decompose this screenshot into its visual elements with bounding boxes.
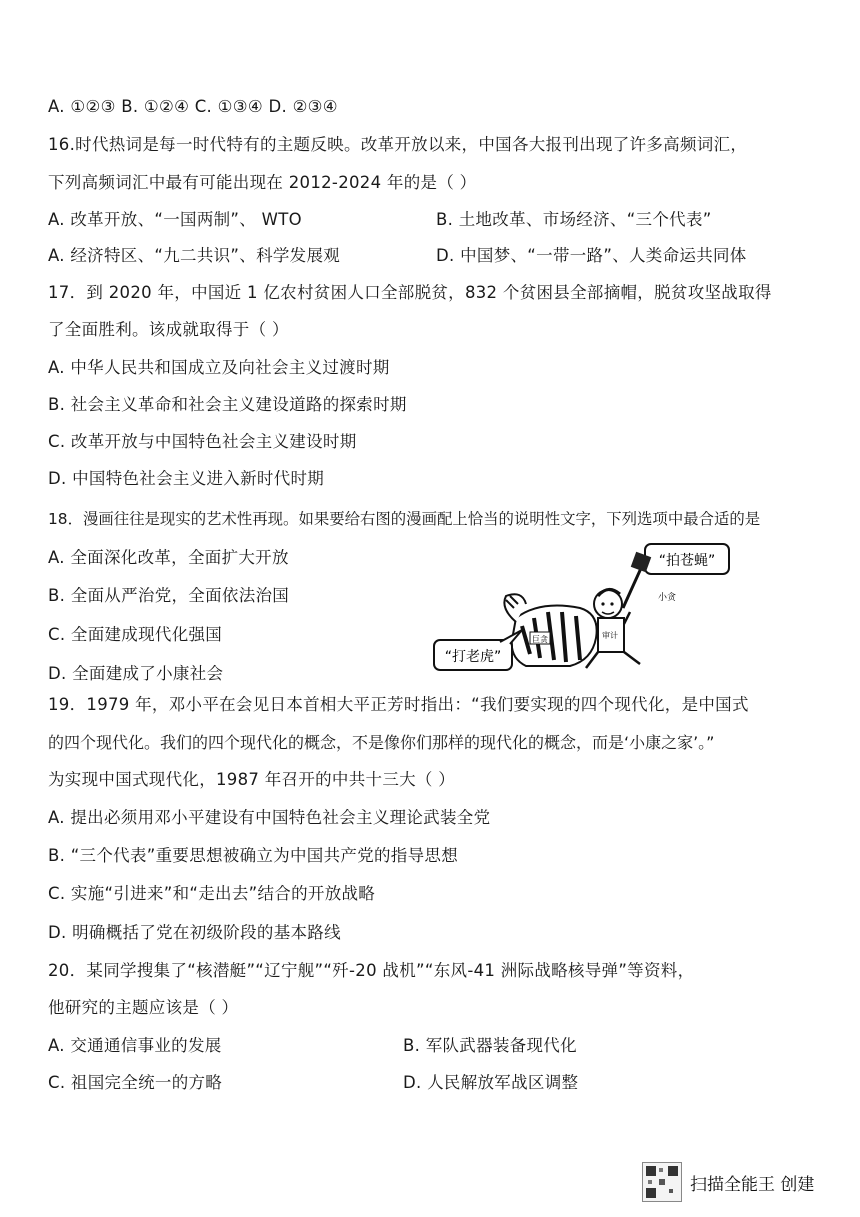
q18-option-a: A. 全面深化改革，全面扩大开放 — [48, 548, 289, 567]
q19-option-c: C. 实施“引进来”和“走出去”结合的开放战略 — [48, 884, 376, 903]
q19-option-b: B. “三个代表”重要思想被确立为中国共产党的指导思想 — [48, 846, 459, 865]
q20-option-c: C. 祖国完全统一的方略 — [48, 1073, 223, 1092]
q17-option-a: A. 中华人民共和国成立及向社会主义过渡时期 — [48, 358, 390, 377]
q18-cartoon-image — [430, 538, 740, 678]
q19-option-d: D. 明确概括了党在初级阶段的基本路线 — [48, 923, 341, 942]
q18-stem-line-1: 18．漫画往往是现实的艺术性再现。如果要给右图的漫画配上恰当的说明性文字，下列选项中最合适的是 — [48, 510, 761, 528]
q16-option-d: D. 中国梦、“一带一路”、人类命运共同体 — [436, 246, 747, 265]
q19-stem-line-3: 为实现中国式现代化，1987 年召开的中共十三大（ ） — [48, 770, 456, 789]
q16-stem-line-2: 下列高频词汇中最有可能出现在 2012-2024 年的是（ ） — [48, 173, 477, 192]
qr-code-icon — [642, 1162, 682, 1202]
scanner-watermark — [642, 1160, 842, 1202]
scanner-credit-text: 扫描全能王 创建 — [690, 1175, 815, 1195]
q20-option-b: B. 军队武器装备现代化 — [403, 1036, 577, 1055]
q20-stem-line-2: 他研究的主题应该是（ ） — [48, 998, 239, 1017]
q16-stem-line-1: 16.时代热词是每一时代特有的主题反映。改革开放以来，中国各大报刊出现了许多高频词汇， — [48, 135, 748, 154]
q16-option-c: A. 经济特区、“九二共识”、科学发展观 — [48, 246, 341, 265]
q18-option-d: D. 全面建成了小康社会 — [48, 664, 224, 683]
q18-option-b: B. 全面从严治党，全面依法治国 — [48, 586, 290, 605]
fly-bubble-text: “拍苍蝇” — [658, 553, 716, 569]
q19-option-a: A. 提出必须用邓小平建设有中国特色社会主义理论武装全党 — [48, 808, 491, 827]
q17-option-c: C. 改革开放与中国特色社会主义建设时期 — [48, 432, 357, 451]
big-corrupt-label: 巨贪 — [532, 635, 548, 644]
q17-stem-line-2: 了全面胜利。该成就取得于（ ） — [48, 320, 289, 339]
q17-stem-line-1: 17．到 2020 年，中国近 1 亿农村贫困人口全部脱贫，832 个贫困县全部摘帽，脱贫攻坚战取得 — [48, 283, 772, 302]
q20-option-d: D. 人民解放军战区调整 — [403, 1073, 579, 1092]
q16-option-a: A. 改革开放、“一国两制”、 WTO — [48, 210, 302, 229]
small-corrupt-label: 小贪 — [658, 593, 677, 603]
q15-options: A. ①②③ B. ①②④ C. ①③④ D. ②③④ — [48, 97, 338, 116]
tiger-bubble-text: “打老虎” — [444, 649, 502, 665]
q18-option-c: C. 全面建成现代化强国 — [48, 625, 223, 644]
q19-stem-line-1: 19．1979 年，邓小平在会见日本首相大平正芳时指出：“我们要实现的四个现代化，是中国式 — [48, 695, 749, 714]
q16-option-b: B. 土地改革、市场经济、“三个代表” — [436, 210, 712, 229]
q17-option-b: B. 社会主义革命和社会主义建设道路的探索时期 — [48, 395, 407, 414]
audit-label: 审计 — [602, 631, 618, 640]
q17-option-d: D. 中国特色社会主义进入新时代时期 — [48, 469, 325, 488]
q19-stem-line-2: 的四个现代化。我们的四个现代化的概念，不是像你们那样的现代化的概念，而是‘小康之家’。” — [48, 733, 715, 752]
q20-stem-line-1: 20．某同学搜集了“核潜艇”“辽宁舰”“歼-20 战机”“东风-41 洲际战略核导弹”等资料， — [48, 961, 695, 980]
q20-option-a: A. 交通通信事业的发展 — [48, 1036, 222, 1055]
